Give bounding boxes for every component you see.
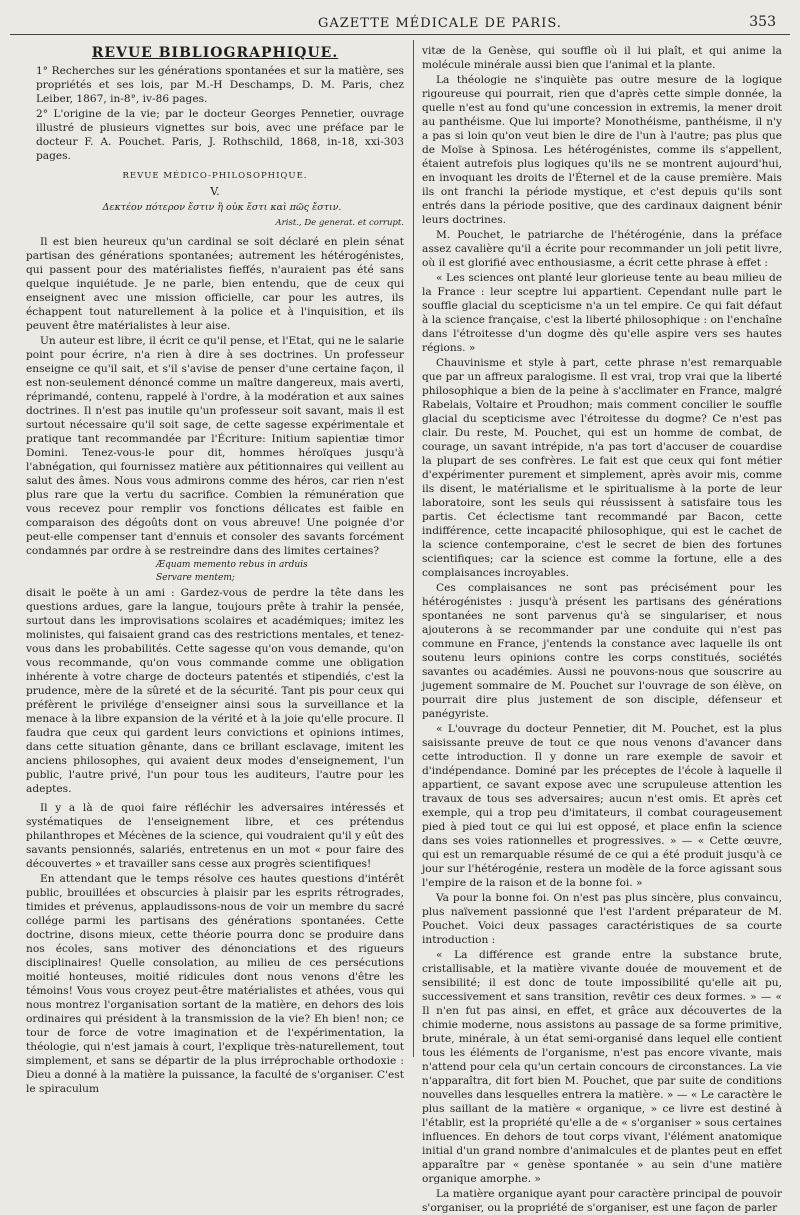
quotation: « L'ouvrage du docteur Pennetier, dit M. Pouchet, est la plus saisissante preuve de tout ce que nous venons d'avancer dans cette introduction. Il y donne un rare exemple de savoir et d'indépendance. Dominé par les préceptes de l'école à laquelle il appartient, ce savant expose avec une scrupuleuse attention les travaux de tous ses adversaires; aucun n'est omis. Et après cet exemple, qui a trop peu d'imitateurs, il combat courageusement pied à pied tout ce qui lui est opposé, et place enfin la science dans ses voies rationnelles et progressives. » — « Cette œuvre, qui est un remarquable résumé de ce qui a été produit jusqu'à ce jour sur l'hétérogénie, restera un modèle de la force agissant sous l'empire de la raison et de la bonne foi. » [422, 723, 782, 889]
latin-quote-line-1: Æquam memento rebus in arduis [156, 560, 308, 570]
paragraph: Il est bien heureux qu'un cardinal se soit déclaré en plein sénat partisan des générations spontanées; autrement les hétérogénistes, qui passent pour des matérialistes fieffés, n'auraient pas été sans quelque inquiétude. Je ne parle, bien entendu, que de ceux qui enseignent avec une mission officielle, car pour les autres, ils échappent tout naturellement à la police et à l'inquisition, et ils peuvent être matérialistes à leur aise. [26, 236, 404, 332]
paragraph: Ces complaisances ne sont pas précisément pour les hétérogénistes : jusqu'à présent les partisans des générations spontanées ne sont parvenus qu'à se singulariser, et nous ajouterons à se recommander par une conduite qui n'est pas commune en France, j'entends la constance avec laquelle ils ont soutenu leurs opinions contre les corps constitués, sociétés savantes ou académies. Aussi ne pouvons-nous que souscrire au jugement sommaire de M. Pouchet sur l'ouvrage de son élève, on pourrait dire plus justement de son disciple, défenseur et panégyriste. [422, 582, 782, 720]
epigraph-source: Arist., De generat. et corrupt. [275, 218, 404, 228]
paragraph: Va pour la bonne foi. On n'est pas plus sincère, plus convaincu, plus naïvement passionné que l'est l'ardent préparateur de M. Pouchet. Voici deux passages caractéristiques de sa courte introduction : [422, 892, 782, 946]
paragraph: disait le poëte à un ami : Gardez-vous de perdre la tête dans les questions ardues, gare la langue, toujours prête à trahir la pensée, surtout dans les improvisations scolaires et académiques; imitez les molinistes, qui faisaient grand cas des restrictions mentales, et tenez-vous dans les probabilités. Cette sagesse qu'on vous demande, qu'on vous recommande, qu'on vous commande comme une obligation inhérente à votre charge de docteurs patentés et stipendiés, c'est la prudence, mère de la sûreté et de la sécurité. Tant pis pour ceux qui préfèrent le privilége d'enseigner ainsi sous la surveillance et la menace à la libre expansion de la vérité et à la joie qu'elle procure. Il faudra que ceux qui gardent leurs convictions et opinions intimes, dans cette situation gênante, dans ce brillant esclavage, imitent les anciens philosophes, qui avaient deux modes d'enseignement, l'un public, l'autre privé, l'un pour tous les auditeurs, l'autre pour les adeptes. [26, 587, 404, 795]
paragraph: M. Pouchet, le patriarche de l'hétérogénie, dans la préface assez cavalière qu'il a écrite pour recommander un joli petit livre, où il est glorifié avec enthousiasme, a écrit cette phrase à effet : [422, 229, 782, 269]
paragraph: Un auteur est libre, il écrit ce qu'il pense, et l'Etat, qui ne le salarie point pour écrire, n'a rien à dire à ses doctrines. Un professeur enseigne ce qu'il sait, et s'il s'avise de penser d'une certaine façon, il est non-seulement dénoncé comme un maître dangereux, mais averti, réprimandé, contenu, rappelé à l'ordre, à la modération et aux saines doctrines. Il n'est pas inutile qu'un professeur soit savant, mais il est surtout nécessaire qu'il soit sage, de cette sagesse expérimentale et pratique tant recommandée par l'Écriture: Initium sapientiæ timor Domini. Tenez-vous-le pour dit, hommes héroïques jusqu'à l'abnégation, qui fournissez matière aux pétitionnaires qui veillent au salut des âmes. Nous vous admirons comme des héros, car rien n'est plus rare que la vertu du sacrifice. Combien la rémunération que vous recevez pour remplir vos fonctions délicates est faible en comparaison des dégoûts dont on vous abreuve! Une poignée d'or peut-elle compenser tant d'ennuis et consoler des savants forcément condamnés par ordre à se restreindre dans des limites certaines? [26, 335, 404, 557]
column-divider [413, 40, 414, 1057]
paragraph: Il y a là de quoi faire réfléchir les adversaires intéressés et systématiques de l'enseignement libre, et ces prétendus philanthropes et Mécènes de la science, qui voudraient qu'il y eût des savants pensionnés, salariés, entretenus en un mot « pour faire des découvertes » et travailler sans cesse aux progrès scientifiques! [26, 802, 404, 870]
paragraph: La théologie ne s'inquiète pas outre mesure de la logique rigoureuse qui pourrait, rien que d'après cette simple donnée, la quelle n'est au fond qu'une concession in extremis, la mener droit au panthéisme. Que lui importe? Monothéisme, panthéisme, il n'y a pas si loin qu'on veut bien le dire de l'un à l'autre; pas plus que de Moïse à Spinosa. Les hétérogénistes, comme ils s'appellent, étaient autrefois plus logiques qu'ils ne se montrent aujourd'hui, en invoquant les droits de l'Éternel et de la cause première. Mais ils ont franchi la période mystique, et c'est depuis qu'ils sont entrés dans la période positive, que des cardinaux daignent bénir leurs doctrines. [422, 74, 782, 226]
paragraph: vitæ de la Genèse, qui souffle où il lui plaît, et qui anime la molécule minérale aussi bien que l'animal et la plante. [422, 45, 782, 71]
left-column [26, 44, 404, 1095]
bibliography-entry-1: 1° Recherches sur les générations spontanées et sur la matière, ses propriétés et ses lois, par M.-H Deschamps, D. M. Paris, chez Leiber, 1867, in-8°, iv-86 pages. [36, 65, 404, 105]
header-rule [10, 34, 790, 35]
subsection-heading: REVUE MÉDICO-PHILOSOPHIQUE. [122, 171, 308, 181]
right-column [422, 44, 782, 1214]
epigraph: Δεκτέον πότερον ἔστιν ἢ οὐκ ἔστι καὶ πῶς ἔστιν. [102, 202, 342, 213]
journal-title: GAZETTE MÉDICALE DE PARIS. [318, 16, 562, 31]
bibliography-entry-2: 2° L'origine de la vie; par le docteur Georges Pennetier, ouvrage illustré de plusieurs vignettes sur bois, avec une préface par le docteur F. A. Pouchet. Paris, J. Rothschild, 1868, in-18, xxi-303 pages. [36, 108, 404, 162]
page-number: 353 [749, 14, 776, 30]
page-header [0, 0, 800, 40]
latin-quote-line-2: Servare mentem; [156, 573, 235, 583]
section-heading: REVUE BIBLIOGRAPHIQUE. [91, 45, 339, 61]
quotation: « La différence est grande entre la substance brute, cristallisable, et la matière vivante douée de mouvement et de sensibilité; il est donc de toute impossibilité qu'elle ait pu, successivement et sans transition, revêtir ces deux formes. » — « Il n'en fut pas ainsi, en effet, et grâce aux découvertes de la chimie moderne, nous assistons au passage de sa forme primitive, brute, minérale, à un état semi-organisé dans lequel elle contient tous les éléments de l'organisme, n'est pas encore vivante, mais n'attend pour cela qu'un certain concours de circonstances. La vie n'apparaîtra, dit fort bien M. Pouchet, que par suite de conditions nouvelles dans lesquelles entrera la matière. » — « Le caractère le plus saillant de la matière « organique, » ce livre est destiné à l'établir, est la propriété qu'elle a de « s'organiser » sous certaines influences. En dehors de tout corps vivant, l'élément anatomique initial d'un grand nombre d'animalcules et de plantes peut en effet apparaître par « genèse spontanée » au sein d'une matière organique amorphe. » [422, 949, 782, 1185]
subsection-number: V. [210, 185, 220, 198]
paragraph: Chauvinisme et style à part, cette phrase n'est remarquable que par un affreux paralogisme. Il est vrai, trop vrai que la liberté philosophique a bien de la peine à s'acclimater en France, malgré Rabelais, Voltaire et Proudhon; mais comment concilier le souffle glacial du scepticisme avec l'étroitesse du dogme? Ce n'est pas clair. Du reste, M. Pouchet, qui est un homme de combat, de courage, un savant intrépide, n'a pas tort d'accuser de couardise la plupart de ses confrères. Le fait est que ceux qui font métier d'expérimenter purement et simplement, après avoir mis, comme ils disent, le matérialisme et le spiritualisme à la porte de leur laboratoire, sont les seuls qui réussissent à satisfaire tous les partis. Cet éclectisme tant recommandé par Bacon, cette indifférence, cette incapacité philosophique, qui est le cachet de la science contemporaine, c'est le secret de bien des fortunes scientifiques; car la science est comme la fortune, elle a des complaisances incroyables. [422, 357, 782, 579]
paragraph: La matière organique ayant pour caractère principal de pouvoir s'organiser, ou la propriété de s'organiser, est une façon de parler [422, 1188, 782, 1214]
paragraph: En attendant que le temps résolve ces hautes questions d'intérêt public, brouillées et obscurcies à plaisir par les esprits rétrogrades, timides et prévenus, applaudissons-nous de voir un membre du sacré collége parmi les partisans des générations spontanées. Cette doctrine, disons mieux, cette théorie pourra donc se produire dans nos écoles, sans motiver des dénonciations et des rigueurs disciplinaires! Quelle consolation, au milieu de ces persécutions moitié honteuses, moitié ridicules dont nous venons d'être les témoins! Vous vous croyez peut-être matérialistes et athées, vous qui nous montrez l'organisation sortant de la matière, en dehors des lois ordinaires qui président à la transmission de la vie? Eh bien! non; ce tour de force de votre imagination et de l'expérimentation, la théologie, qui n'est jamais à court, l'explique très-naturellement, tout simplement, et sans se départir de la plus irréprochable orthodoxie : Dieu a donné à la matière la puissance, la faculté de s'organiser. C'est le spiraculum [26, 873, 404, 1095]
quotation: « Les sciences ont planté leur glorieuse tente au beau milieu de la France : leur sceptre lui appartient. Cependant nulle part le souffle glacial du scepticisme n'a un tel empire. Ce qui fait défaut à la science française, c'est la liberté philosophique : on l'enchaîne dans l'étroitesse d'un dogme dès qu'elle aspire vers ses hautes régions. » [422, 272, 782, 354]
